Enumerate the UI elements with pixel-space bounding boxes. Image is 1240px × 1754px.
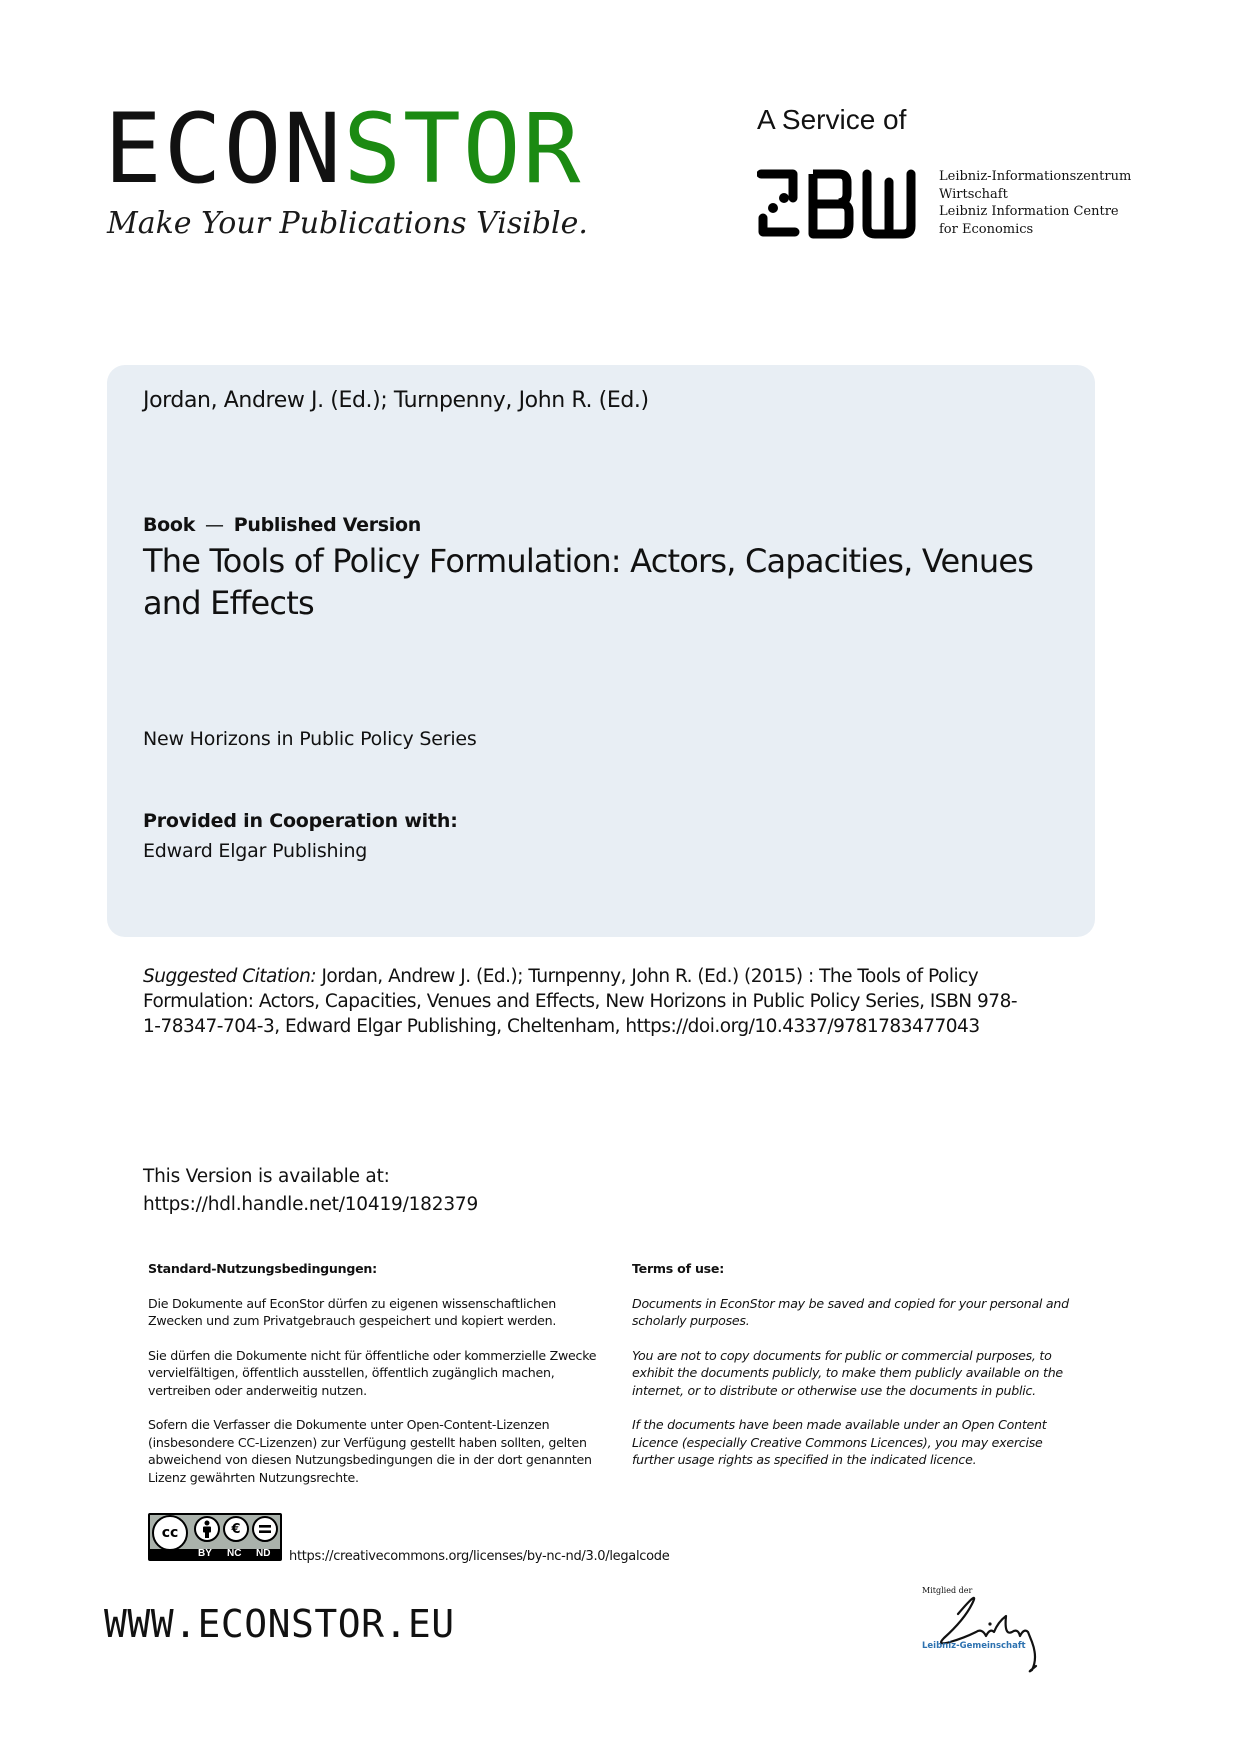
terms-german [148,1260,598,1503]
cc-label-by: BY [198,1548,212,1559]
nd-noderivs-icon [252,1516,278,1542]
document-type-label: Book [143,514,196,536]
logo-stor-text: STOR [343,93,583,205]
cc-badge-labels [148,1548,282,1560]
zbw-name-line: Leibniz-Informationszentrum [939,169,1132,184]
terms-german-heading: Standard-Nutzungsbedingungen: [148,1261,377,1276]
cc-license-badge[interactable] [148,1513,282,1561]
econstor-website-link[interactable]: WWW.ECONSTOR.EU [104,1602,455,1646]
logo-tagline: Make Your Publications Visible. [107,206,588,241]
document-type [143,514,421,536]
cooperation-label: Provided in Cooperation with: [143,810,458,832]
terms-german-paragraph: Sofern die Verfasser die Dokumente unter Open-Content-Lizenzen (insbesondere CC-Lizenzen) zur Verfügung gestellt haben sollten, gelten abweichend von diesen Nutzungsbedingungen die in der dort genannten Lizenz gewährten Nutzungsrechte. [148,1417,592,1485]
type-separator: — [205,514,224,536]
authors: Jordan, Andrew J. (Ed.); Turnpenny, John R. (Ed.) [143,388,649,413]
citation-label: Suggested Citation: [143,966,317,987]
terms-english-paragraph: You are not to copy documents for public or commercial purposes, to exhibit the documents publicly, to make them publicly available on the internet, or to distribute or otherwise use the documents in public. [632,1347,1063,1398]
citation-text[interactable]: Jordan, Andrew J. (Ed.); Turnpenny, John R. (Ed.) (2015) : The Tools of Policy Formulation: Actors, Capacities, Venues and Effects, New Horizons in Public Policy Series, ISBN 978-1-78347-704-3, Edward Elgar Publishing, Cheltenham, https://doi.org/10.4337/9781783477043 [143,966,1018,1037]
zbw-logo-icon [757,168,917,240]
zbw-name-line: Wirtschaft [939,186,1008,202]
zbw-name-line: Leibniz Information Centre [939,204,1119,219]
terms-english-paragraph: If the documents have been made available under an Open Content Licence (especially Creative Commons Licences), you may exercise further usage rights as specified in the indicated licence. [632,1417,1047,1467]
by-attribution-icon [194,1516,220,1542]
terms-german-paragraph: Die Dokumente auf EconStor dürfen zu eigenen wissenschaftlichen Zwecken und zum Privatgebrauch gespeichert und kopiert werden. [148,1295,557,1328]
logo-econ-text: ECON [104,93,344,205]
availability-label: This Version is available at: [143,1166,390,1187]
terms-german-paragraph: Sie dürfen die Dokumente nicht für öffentliche oder kommerzielle Zwecke vervielfältigen, öffentlich ausstellen, öffentlich zugänglich machen, vertreiben oder anderweitig nutzen. [148,1347,597,1398]
terms-english-paragraph: Documents in EconStor may be saved and copied for your personal and scholarly purposes. [632,1295,1069,1328]
zbw-name-line: for Economics [939,221,1034,237]
document-version: Published Version [233,514,421,536]
handle-link[interactable]: https://hdl.handle.net/10419/182379 [143,1194,479,1215]
cc-label-nc: NC [227,1548,242,1559]
cc-icon: cc [152,1515,188,1551]
member-of-label: Mitglied der [922,1586,973,1595]
zbw-name [939,168,1131,238]
license-link[interactable]: https://creativecommons.org/licenses/by-nc-nd/3.0/legalcode [289,1549,670,1564]
leibniz-gemeinschaft-name: Leibniz-Gemeinschaft [922,1641,1026,1651]
service-of-label: A Service of [757,104,907,135]
econstor-logo [104,93,583,205]
cooperation-value: Edward Elgar Publishing [143,840,368,862]
suggested-citation [143,964,1023,1039]
terms-english-heading: Terms of use: [632,1261,724,1276]
cc-label-nd: ND [256,1548,271,1559]
nc-noncommercial-icon: € [223,1516,249,1542]
document-title: The Tools of Policy Formulation: Actors, Capacities, Venues and Effects [143,542,1034,622]
leibniz-signature-icon [920,1586,1060,1676]
leibniz-gemeinschaft-logo [920,1586,1070,1676]
terms-english [632,1260,1082,1486]
series-name: New Horizons in Public Policy Series [143,728,477,750]
